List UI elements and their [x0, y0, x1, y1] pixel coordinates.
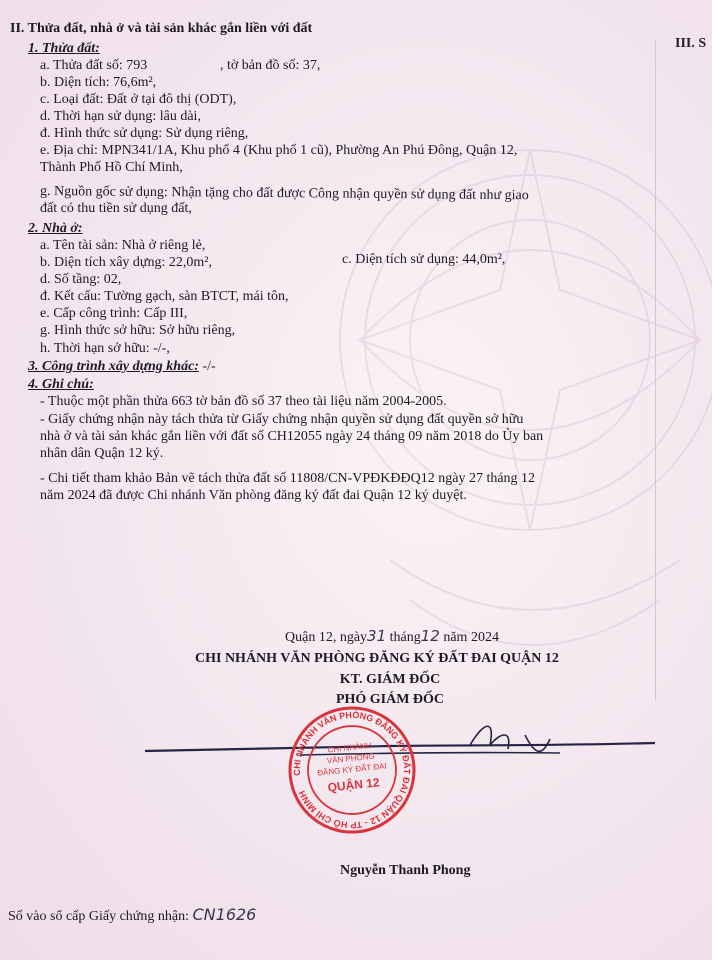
signer-name: Nguyễn Thanh Phong [340, 863, 471, 878]
note-2-line-1: - Giấy chứng nhận này tách thửa từ Giấy chứng nhận quyền sử dụng đất quyền sở hữu [40, 412, 524, 427]
notes-heading: 4. Ghi chú: [28, 377, 94, 392]
section-title: II. Thửa đất, nhà ở và tài sản khác gắn liền với đất [10, 21, 313, 36]
signing-deputy: PHÓ GIÁM ĐỐC [335, 692, 445, 707]
house-name: a. Tên tài sản: Nhà ở riêng lẻ, [40, 238, 206, 253]
note-2-line-2: nhà ở và tài sản khác gắn liền với đất số CH12055 ngày 24 tháng 09 năm 2018 do Ủy ban [40, 429, 544, 444]
land-origin-1: g. Nguồn gốc sử dụng: Nhận tặng cho đất được Công nhận quyền sử dụng đất như giao [39, 184, 529, 204]
signing-year: năm 2024 [443, 630, 499, 645]
signing-month: 12 [420, 627, 440, 645]
land-origin-2: đất có thu tiền sử dụng đất, [40, 201, 192, 216]
house-structure: đ. Kết cấu: Tường gạch, sàn BTCT, mái tôn, [40, 289, 289, 304]
seal-inner-2: VĂN PHÒNG [326, 751, 376, 766]
registry-label: Số vào sổ cấp Giấy chứng nhận: [8, 909, 189, 924]
next-section-edge [655, 40, 712, 700]
note-3-line-2: năm 2024 đã được Chi nhánh Văn phòng đăng ký đất đai Quận 12 ký duyệt. [40, 488, 467, 503]
note-1: - Thuộc một phần thửa 663 tờ bản đồ số 37 theo tài liệu năm 2004-2005. [40, 394, 447, 409]
land-map-no: , tờ bản đồ số: 37, [220, 58, 321, 73]
land-form: đ. Hình thức sử dụng: Sử dụng riêng, [40, 126, 249, 141]
next-section-label: III. S [675, 36, 707, 51]
seal-inner-4: QUẬN 12 [326, 775, 381, 795]
house-build-area: b. Diện tích xây dựng: 22,0m², [40, 255, 212, 270]
house-own-term: h. Thời hạn sở hữu: -/-, [40, 341, 170, 356]
construction-line [28, 358, 216, 375]
house-floors: d. Số tầng: 02, [40, 272, 122, 287]
house-use-area: c. Diện tích sử dụng: 44,0m², [342, 252, 506, 267]
signing-place: Quận 12, ngày [285, 630, 368, 645]
signing-kt: KT. GIÁM ĐỐC [339, 672, 441, 687]
seal-ring-text: CHI NHÁNH VĂN PHÒNG ĐĂNG KÝ ĐẤT ĐAI QUẬN 12 - TP HỒ CHÍ MINH [291, 709, 413, 831]
house-heading: 2. Nhà ở: [28, 221, 83, 236]
registry-line [8, 906, 256, 925]
signing-agency: CHI NHÁNH VĂN PHÒNG ĐĂNG KÝ ĐẤT ĐAI QUẬN 12 [195, 651, 559, 666]
signing-date [285, 628, 499, 646]
land-plot-no: a. Thửa đất số: 793 [40, 58, 148, 73]
house-ownership: g. Hình thức sở hữu: Sở hữu riêng, [40, 323, 236, 338]
land-heading: 1. Thửa đất: [28, 41, 100, 56]
official-seal [279, 698, 427, 841]
seal-inner-1: CHI NHÁNH [327, 740, 373, 755]
house-grade: e. Cấp công trình: Cấp III, [40, 306, 188, 321]
signing-day: 31 [367, 627, 387, 645]
land-area: b. Diện tích: 76,6m², [40, 75, 157, 90]
note-3-line-1: - Chi tiết tham khảo Bản vẽ tách thửa đất số 11808/CN-VPĐKĐĐQ12 ngày 27 tháng 12 [40, 471, 536, 486]
land-type: c. Loại đất: Đất ở tại đô thị (ODT), [40, 92, 237, 107]
construction-heading: 3. Công trình xây dựng khác: [28, 359, 199, 374]
note-2-line-3: nhân dân Quận 12 ký. [40, 446, 164, 461]
land-address-1: e. Địa chỉ: MPN341/1A, Khu phố 4 (Khu phố 1 cũ), Phường An Phú Đông, Quận 12, [40, 143, 518, 158]
registry-number: CN1626 [192, 905, 257, 924]
seal-inner-3: ĐĂNG KÝ ĐẤT ĐAI [316, 761, 388, 778]
land-term: d. Thời hạn sử dụng: lâu dài, [40, 109, 201, 124]
land-address-2: Thành Phố Hồ Chí Minh, [40, 160, 183, 175]
signing-month-label: tháng [389, 630, 421, 645]
construction-value: -/- [198, 359, 216, 374]
